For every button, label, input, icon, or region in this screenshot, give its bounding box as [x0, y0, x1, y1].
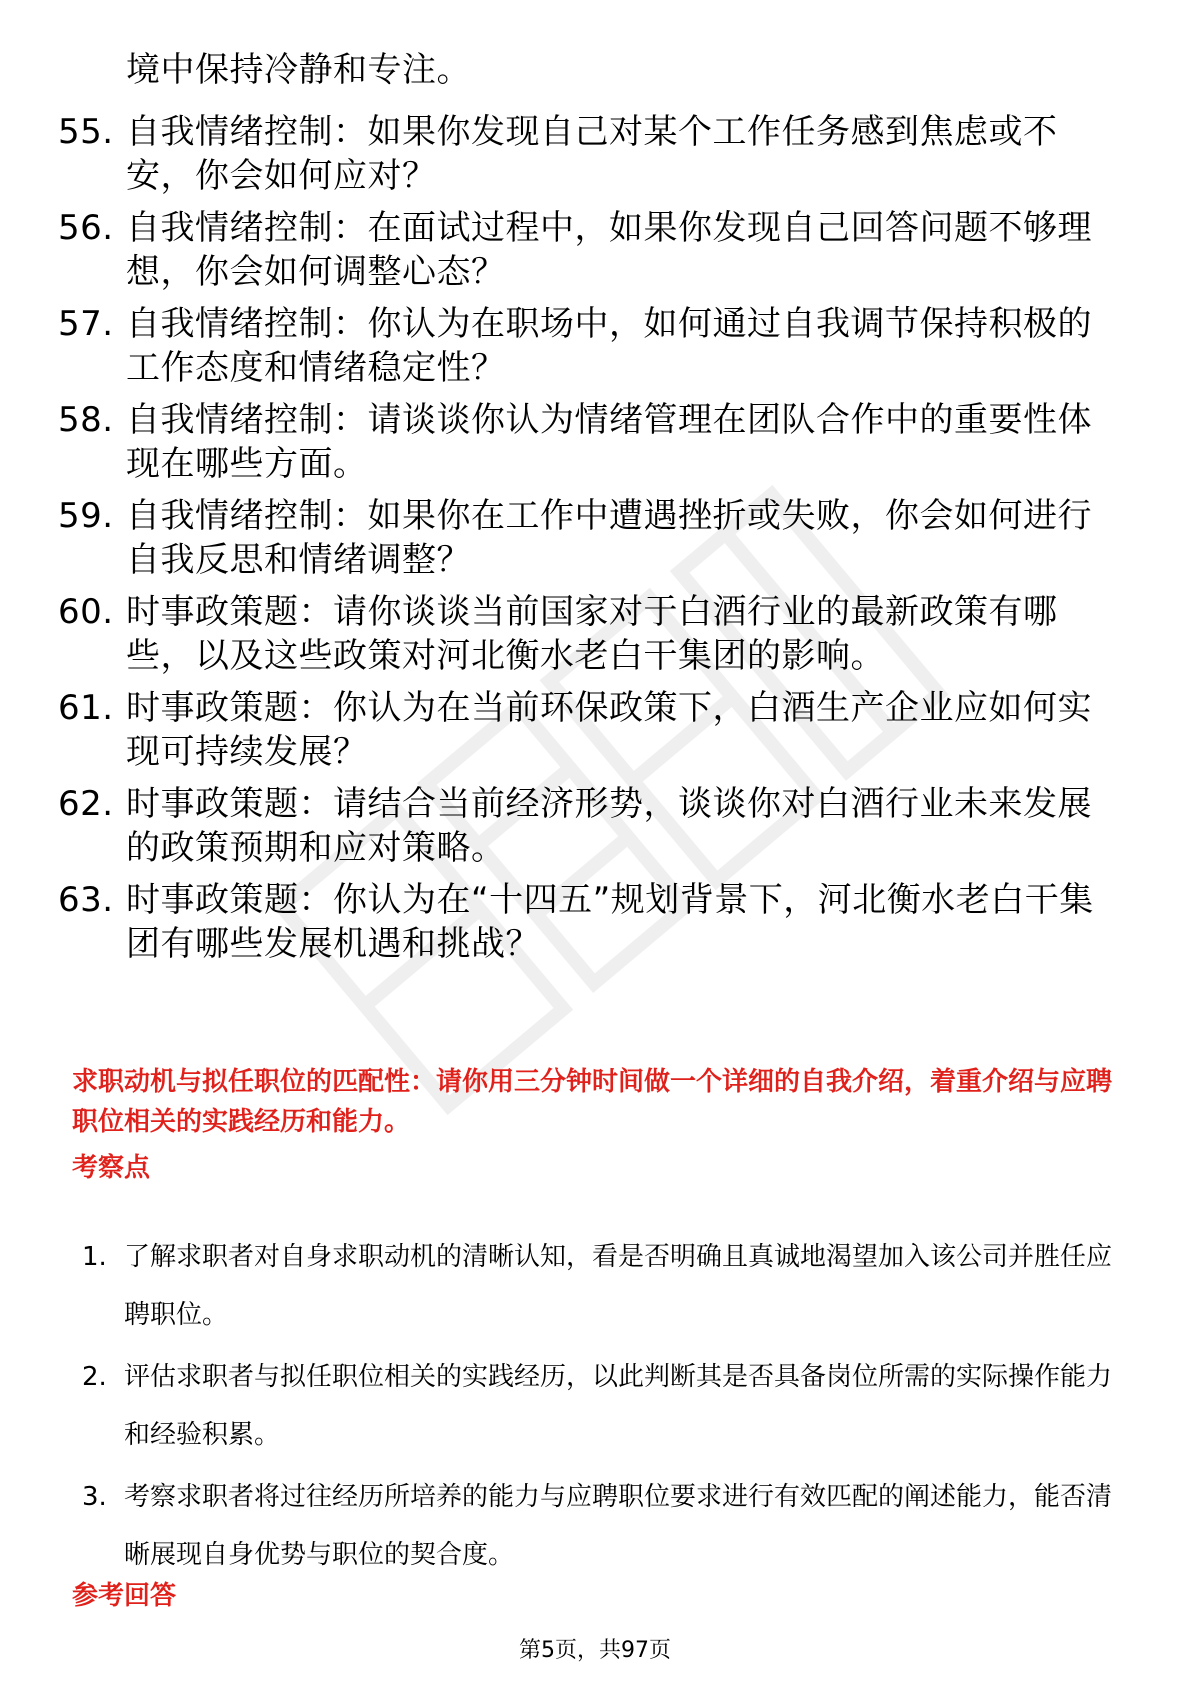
- question-list: [58, 110, 1118, 974]
- question-number: 60.: [58, 592, 114, 632]
- list-item: [58, 686, 1118, 782]
- point-number: 2.: [82, 1362, 107, 1392]
- question-text: 时事政策题：你认为在当前环保政策下，白酒生产企业应如何实现可持续发展？: [126, 688, 1092, 772]
- section-heading: 求职动机与拟任职位的匹配性：请你用三分钟时间做一个详细的自我介绍，着重介绍与应聘职位相关的实践经历和能力。: [72, 1067, 1113, 1137]
- list-item: [58, 590, 1118, 686]
- question-number: 62.: [58, 784, 114, 824]
- question-text: 自我情绪控制：如果你在工作中遭遇挫折或失败，你会如何进行自我反思和情绪调整？: [126, 496, 1092, 580]
- question-number: 59.: [58, 496, 114, 536]
- point-text: 了解求职者对自身求职动机的清晰认知，看是否明确且真诚地渴望加入该公司并胜任应聘职位。: [124, 1242, 1113, 1330]
- point-text: 考察求职者将过往经历所培养的能力与应聘职位要求进行有效匹配的阐述能力，能否清晰展现自身优势与职位的契合度。: [124, 1482, 1113, 1570]
- question-number: 63.: [58, 880, 114, 920]
- list-item: [58, 494, 1118, 590]
- question-text: 自我情绪控制：请谈谈你认为情绪管理在团队合作中的重要性体现在哪些方面。: [126, 400, 1092, 484]
- list-item: [58, 206, 1118, 302]
- question-text: 时事政策题：你认为在“十四五”规划背景下，河北衡水老白干集团有哪些发展机遇和挑战？: [126, 880, 1094, 964]
- list-item: [58, 110, 1118, 206]
- question-number: 58.: [58, 400, 114, 440]
- question-text: 时事政策题：请你谈谈当前国家对于白酒行业的最新政策有哪些，以及这些政策对河北衡水老白干集团的影响。: [126, 592, 1058, 676]
- question-text: 时事政策题：请结合当前经济形势，谈谈你对白酒行业未来发展的政策预期和应对策略。: [126, 784, 1092, 868]
- question-text: 自我情绪控制：在面试过程中，如果你发现自己回答问题不够理想，你会如何调整心态？: [126, 208, 1092, 292]
- list-item: [82, 1348, 1122, 1468]
- point-number: 1.: [82, 1242, 107, 1272]
- list-item: [58, 878, 1118, 974]
- question-number: 57.: [58, 304, 114, 344]
- carry-over-text: 境中保持冷静和专注。: [126, 50, 471, 90]
- list-item: [58, 398, 1118, 494]
- points-title: 考察点: [72, 1153, 151, 1183]
- point-text: 评估求职者与拟任职位相关的实践经历，以此判断其是否具备岗位所需的实际操作能力和经验积累。: [124, 1362, 1113, 1450]
- list-item: [82, 1228, 1122, 1348]
- list-item: [58, 782, 1118, 878]
- question-number: 56.: [58, 208, 114, 248]
- point-number: 3.: [82, 1482, 107, 1512]
- list-item: [58, 302, 1118, 398]
- points-list: [82, 1228, 1122, 1588]
- question-number: 55.: [58, 112, 114, 152]
- list-item: [82, 1468, 1122, 1588]
- question-text: 自我情绪控制：你认为在职场中，如何通过自我调节保持积极的工作态度和情绪稳定性？: [126, 304, 1092, 388]
- page-number: 第5页，共97页: [519, 1638, 671, 1663]
- question-text: 自我情绪控制：如果你发现自己对某个工作任务感到焦虑或不安，你会如何应对？: [126, 112, 1058, 196]
- answer-title: 参考回答: [72, 1581, 177, 1611]
- question-number: 61.: [58, 688, 114, 728]
